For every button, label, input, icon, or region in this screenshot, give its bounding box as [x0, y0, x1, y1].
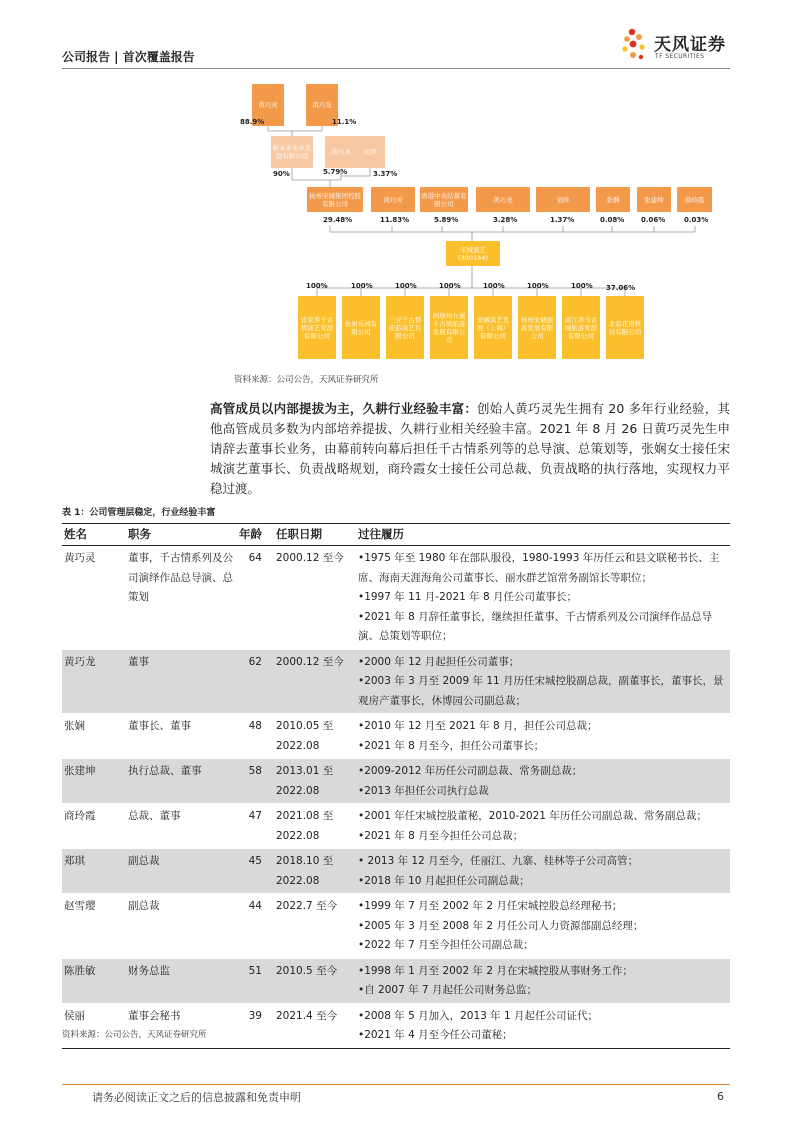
table-row: [62, 714, 730, 759]
subsidiary-box: 三亚千古情旅游演艺有限公司: [386, 296, 424, 359]
subsidiary-box: 宋城演艺发展（上海）有限公司: [474, 296, 512, 359]
sub-pct: 100%: [395, 282, 417, 290]
subsidiary-box: 张家界千古情演艺发展有限公司: [298, 296, 336, 359]
cell-name: 侯丽: [62, 1003, 126, 1048]
history-line: •2021 年 8 月至今，担任公司董事长；: [358, 739, 545, 752]
history-line: •2008 年 5 月加入，2013 年 1 月起任公司证代；: [358, 1009, 599, 1022]
holder-pct: 0.08%: [600, 216, 625, 224]
cell-date: 2010.05 至 2022.08: [270, 714, 356, 759]
table-source-note: 资料来源：公司公告，天风证券研究所: [62, 1030, 207, 1040]
subsidiary-box: 阿坝州九寨千古情旅游发展有限公司: [430, 296, 468, 359]
table-row: [62, 894, 730, 959]
cell-history: [356, 714, 730, 759]
cell-history: [356, 546, 730, 650]
paragraph-lead: 高管成员以内部提拔为主，久耕行业经验丰富：: [210, 401, 478, 416]
page-number: 6: [717, 1090, 724, 1103]
mid-pct-b: 5.79%: [323, 168, 348, 176]
table-row: [62, 1003, 730, 1048]
subsidiary-box: 北京花房科技有限公司: [606, 296, 644, 359]
cell-age: 48: [234, 714, 270, 759]
table-row: [62, 958, 730, 1003]
logo-en-text: TF SECURITIES: [655, 53, 705, 60]
cell-date: 2021.4 至今: [270, 1003, 356, 1048]
table-row: [62, 546, 730, 650]
footer-divider: [62, 1084, 730, 1085]
history-line: •2010 年 12 月至 2021 年 8 月，担任公司总裁；: [358, 720, 598, 732]
table-row: [62, 649, 730, 714]
holder-pct: 3.28%: [493, 216, 518, 224]
holder-box: 黄巧灵: [371, 187, 415, 212]
cell-history: [356, 649, 730, 714]
cell-name: 张建坤: [62, 759, 126, 804]
history-line: •1975 年至 1980 年在部队服役，1980-1993 年历任云和县文联秘书长、主席、海南天涯海角公司董事长、丽水群艺馆常务副馆长等职位；: [358, 552, 720, 584]
cell-history: [356, 958, 730, 1003]
table-caption: 表 1：公司管理层稳定，行业经验丰富: [62, 508, 216, 518]
sub-pct: 100%: [306, 282, 328, 290]
footer-disclaimer: 请务必阅读正文之后的信息披露和免责申明: [92, 1091, 301, 1104]
cell-history: [356, 849, 730, 894]
mid-pct-c: 3.37%: [373, 170, 398, 178]
cell-role: 董事: [126, 649, 234, 714]
subsidiary-box: 杭州宋城旅游发展有限公司: [518, 296, 556, 359]
cell-date: 2018.10 至 2022.08: [270, 849, 356, 894]
history-line: •2022 年 7 月至今担任公司副总裁；: [358, 939, 534, 951]
history-line: •2009-2012 年历任公司副总裁、常务副总裁；: [358, 765, 583, 777]
mid-box-liu-ping: 刘萍: [355, 136, 385, 168]
cell-role: 财务总监: [126, 958, 234, 1003]
cell-role: 董事会秘书: [126, 1003, 234, 1048]
table-row: [62, 849, 730, 894]
cell-name: 黄巧灵: [64, 552, 96, 564]
holder-box: 商玲霞: [677, 187, 712, 212]
report-type-title: 公司报告 | 首次覆盖报告: [62, 50, 195, 64]
chart-source-note: 资料来源：公司公告，天风证券研究所: [234, 375, 379, 385]
history-line: •2001 年任宋城控股董秘，2010-2021 年历任公司副总裁、常务副总裁；: [358, 810, 707, 822]
holder-pct: 29.48%: [323, 216, 353, 224]
cell-age: 39: [234, 1003, 270, 1048]
company-logo: [618, 26, 738, 68]
logo-cn-text: 天风证券: [654, 35, 726, 55]
sub-pct: 100%: [351, 282, 373, 290]
cell-history: [356, 804, 730, 849]
col-header-date: 任职日期: [270, 524, 356, 546]
cell-history: [356, 1003, 730, 1048]
cell-date: 2022.7 至今: [270, 894, 356, 959]
history-line: •2000 年 12 月起担任公司董事；: [358, 655, 520, 668]
tf-logo-icon: [618, 26, 652, 66]
history-line: •1999 年 7 月至 2002 年 2 月任宋城控股总经理秘书；: [358, 900, 623, 912]
cell-name: 陈胜敏: [62, 958, 126, 1003]
cell-date: 2021.08 至 2022.08: [270, 804, 356, 849]
paragraph-text: 创始人黄巧灵先生拥有 20 多年行业经验，其他高管成员多数为内部培养提拔、久耕行业相关经验丰富。2021 年 8 月 26 日黄巧灵先生申请辞去董事长业务，由幕前转向幕后担任千古情系列等的总导演、总策划等，张娴女士接任宋城演艺董事长、负责战略规划，商玲霞女士接任公司总裁、负责战略的执行落地，实现权力平稳过渡。: [210, 401, 730, 496]
table-row: [62, 759, 730, 804]
cell-date: 2000.12 至今: [276, 552, 344, 564]
sub-pct: 37.06%: [606, 284, 636, 292]
cell-age: 45: [234, 849, 270, 894]
company-name: 宋城演艺: [460, 245, 486, 254]
sub-pct: 100%: [439, 282, 461, 290]
history-line: •2005 年 3 月至 2008 年 2 月任公司人力资源部副总经理；: [358, 919, 644, 932]
history-line: •2021 年 8 月辞任董事长，继续担任董事、千古情系列及公司演绎作品总导演、总策划等职位；: [358, 610, 713, 642]
history-line: •2003 年 3 月至 2009 年 11 月历任宋城控股副总裁，副董事长，董事长，景观房产董事长，休博园公司副总裁；: [358, 675, 724, 707]
holder-pct: 5.89%: [434, 216, 459, 224]
history-line: • 2013 年 12 月至今，任丽江、九寨、桂林等子公司高管；: [358, 855, 639, 867]
cell-name: 黄巧龙: [62, 649, 126, 714]
col-header-name: 姓名: [62, 524, 126, 546]
cell-role: 总裁、董事: [126, 804, 234, 849]
company-code: (300144): [458, 253, 488, 262]
cell-history: [356, 759, 730, 804]
cell-history: [356, 894, 730, 959]
cell-date: 2010.5 至今: [270, 958, 356, 1003]
holder-box: 刘萍: [536, 187, 590, 212]
history-line: •自 2007 年 7 月起任公司财务总监；: [358, 984, 537, 996]
cell-name: 商玲霞: [62, 804, 126, 849]
owner-pct-a: 88.9%: [240, 118, 265, 126]
mid-pct-a: 90%: [273, 170, 290, 178]
owner-pct-b: 11.1%: [332, 118, 357, 126]
holder-pct: 0.06%: [641, 216, 666, 224]
history-line: •2021 年 4 月至今任公司董秘；: [358, 1029, 513, 1041]
owner-box-huang-qiaoling: 黄巧灵: [252, 84, 284, 126]
sub-pct: 100%: [571, 282, 593, 290]
body-paragraph: [210, 399, 730, 499]
holder-pct: 0.03%: [684, 216, 709, 224]
mid-box-new-future: 新未来实业发展有限公司: [271, 136, 313, 168]
cell-age: 58: [234, 759, 270, 804]
owner-box-huang-qiaolong: 黄巧龙: [306, 84, 338, 126]
cell-name: 郑琪: [62, 849, 126, 894]
sub-pct: 100%: [527, 282, 549, 290]
history-line: •2013 年担任公司执行总裁: [358, 784, 489, 797]
subsidiary-box: 杭州乐园有限公司: [342, 296, 380, 359]
cell-role: 副总裁: [126, 894, 234, 959]
history-line: •2018 年 10 月起担任公司副总裁；: [358, 874, 530, 887]
cell-date: 2000.12 至今: [270, 649, 356, 714]
history-line: •1998 年 1 月至 2002 年 2 月在宋城控股从事财务工作；: [358, 964, 633, 977]
cell-role: 执行总裁、董事: [126, 759, 234, 804]
holder-box: 张娴: [596, 187, 630, 212]
header-divider: [62, 68, 730, 69]
holder-pct: 11.83%: [380, 216, 410, 224]
cell-name: 赵雪璎: [62, 894, 126, 959]
subsidiary-box: 丽江茶马古城旅游发展有限公司: [562, 296, 600, 359]
cell-name: 张娴: [62, 714, 126, 759]
col-header-role: 职务: [126, 524, 234, 546]
table-row: [62, 804, 730, 849]
history-line: •2021 年 8 月至今担任公司总裁；: [358, 829, 524, 842]
table-header-row: [62, 524, 730, 546]
management-table: [62, 523, 730, 1049]
cell-role: 董事长、董事: [126, 714, 234, 759]
holder-box: 杭州宋城集团控股有限公司: [307, 187, 363, 212]
sub-pct: 100%: [483, 282, 505, 290]
cell-age: 44: [234, 894, 270, 959]
col-header-age: 年龄: [234, 524, 270, 546]
cell-age: 64: [248, 552, 262, 564]
cell-date: 2013.01 至 2022.08: [270, 759, 356, 804]
cell-age: 62: [234, 649, 270, 714]
cell-age: 51: [234, 958, 270, 1003]
holder-pct: 1.37%: [550, 216, 575, 224]
company-box: [446, 241, 500, 266]
col-header-history: 过往履历: [356, 524, 730, 546]
holder-box: 香港中央结算有限公司: [420, 187, 468, 212]
holder-box: 黄巧龙: [476, 187, 530, 212]
cell-age: 47: [234, 804, 270, 849]
holder-box: 张建坤: [637, 187, 671, 212]
cell-role: 副总裁: [126, 849, 234, 894]
cell-role: 董事，千古情系列及公司演绎作品总导演、总策划: [128, 552, 233, 603]
history-line: •1997 年 11 月-2021 年 8 月任公司董事长；: [358, 591, 577, 603]
mid-box-huang-qiaoling: 黄巧灵: [325, 136, 357, 168]
